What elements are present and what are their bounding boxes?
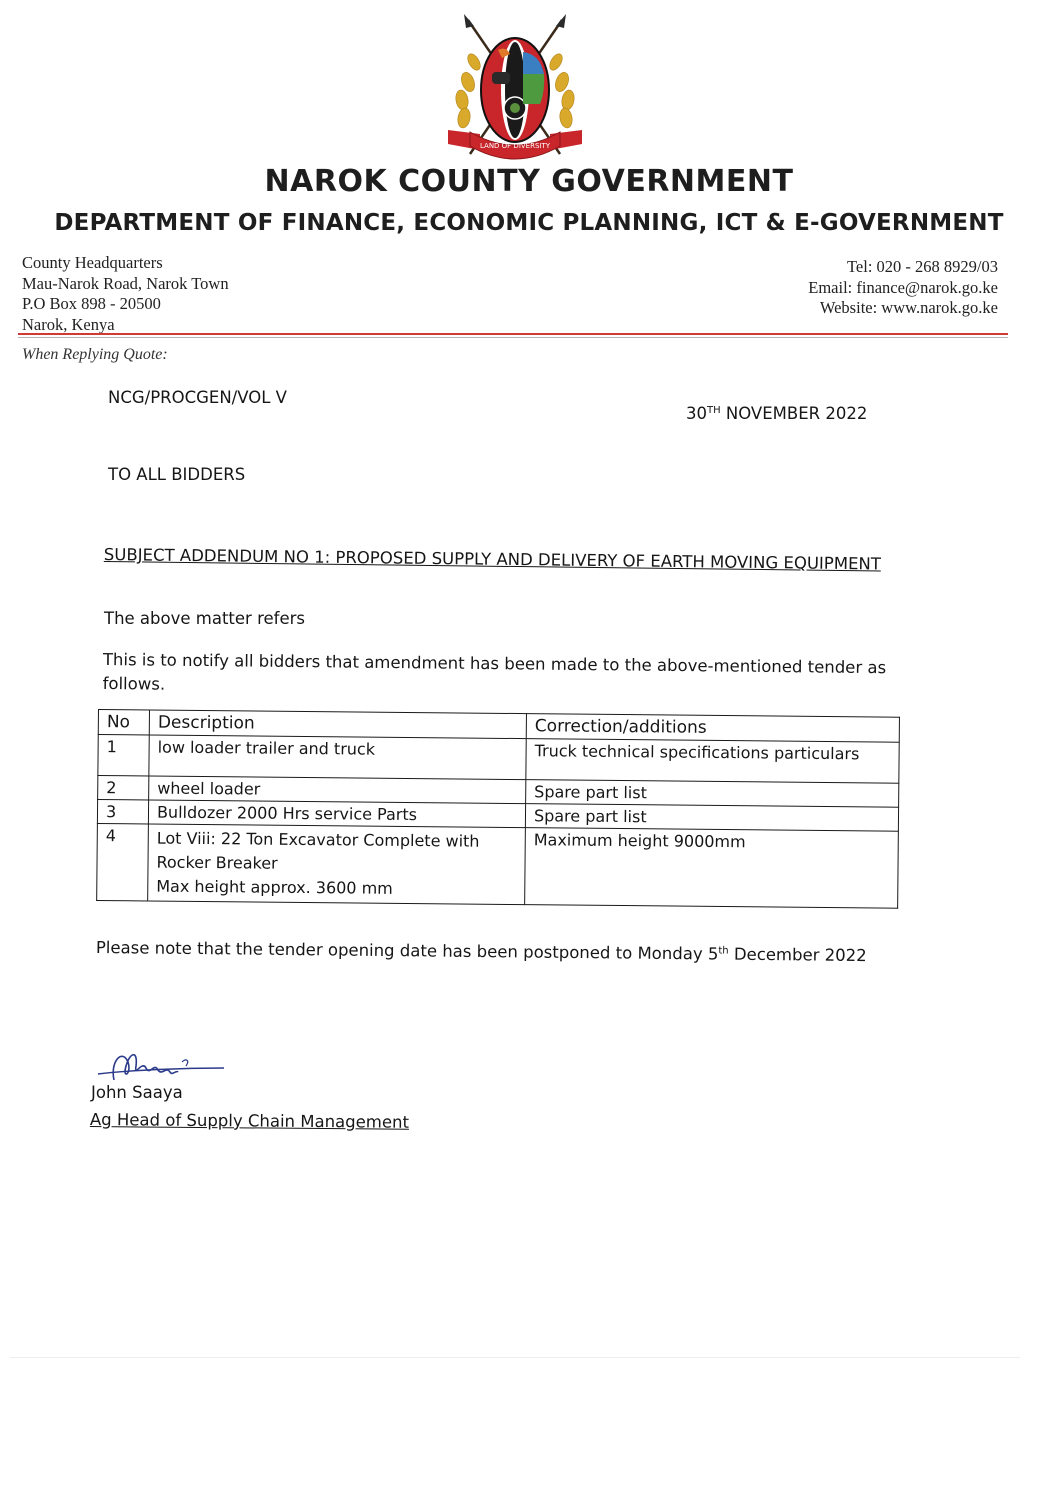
header-no: No [98, 710, 149, 735]
cell-correction: Maximum height 9000mm [525, 828, 899, 909]
department-title: DEPARTMENT OF FINANCE, ECONOMIC PLANNING, ICT & E-GOVERNMENT [54, 210, 1004, 236]
address-line: P.O Box 898 - 20500 [22, 294, 161, 313]
description-line: Lot Viii: 22 Ton Excavator Complete with [156, 828, 480, 851]
cell-description: Bulldozer 2000 Hrs service Parts [148, 800, 525, 828]
description-line: Rocker Breaker [156, 852, 278, 873]
cell-description: low loader trailer and truck [149, 735, 526, 780]
cell-description: wheel loader [149, 776, 526, 804]
cell-no: 1 [98, 735, 149, 776]
cell-no: 2 [98, 776, 149, 800]
header-description: Description [149, 710, 526, 739]
letter-date: 30TH NOVEMBER 2022 [686, 404, 868, 423]
notice-paragraph: This is to notify all bidders that amendment has been made to the above-mentioned tender as follows. [102, 649, 887, 694]
telephone: Tel: 020 - 268 8929/03 [847, 257, 998, 276]
contact-block [808, 257, 998, 319]
table-row [97, 823, 899, 908]
description-line: Max height approx. 3600 mm [156, 876, 393, 898]
cell-correction: Spare part list [525, 804, 898, 832]
crest-motto: LAND OF DIVERSITY [479, 142, 551, 150]
address-line: County Headquarters [22, 253, 163, 272]
amendment-table [96, 709, 900, 909]
cell-no: 3 [97, 800, 148, 824]
intro-paragraph: The above matter refers [104, 609, 305, 628]
header-rule-secondary [18, 337, 1008, 338]
cell-description [148, 824, 526, 905]
subject-line: SUBJECT ADDENDUM NO 1: PROPOSED SUPPLY AND DELIVERY OF EARTH MOVING EQUIPMENT [103, 544, 881, 574]
page-title: NAROK COUNTY GOVERNMENT [264, 164, 794, 199]
header-correction: Correction/additions [526, 714, 899, 743]
reference-number: NCG/PROCGEN/VOL V [108, 388, 287, 407]
page-footer-line [10, 1357, 1020, 1358]
header-rule [18, 333, 1008, 335]
county-crest-icon [440, 12, 590, 162]
cell-no: 4 [97, 823, 149, 900]
reply-label: When Replying Quote: [22, 346, 168, 363]
address-line: Mau-Narok Road, Narok Town [22, 273, 229, 293]
recipient: TO ALL BIDDERS [108, 465, 246, 484]
address-line: Narok, Kenya [22, 314, 115, 334]
signer-position: Ag Head of Supply Chain Management [89, 1110, 410, 1132]
signer-name: John Saaya [91, 1083, 183, 1102]
postponement-note: Please note that the tender opening date has been postponed to Monday 5th December 2022 [95, 938, 867, 966]
address-block [22, 253, 229, 335]
email: Email: finance@narok.go.ke [808, 277, 998, 297]
cell-correction: Truck technical specifications particulars [526, 739, 899, 784]
website: Website: www.narok.go.ke [819, 298, 998, 317]
cell-correction: Spare part list [526, 780, 899, 808]
